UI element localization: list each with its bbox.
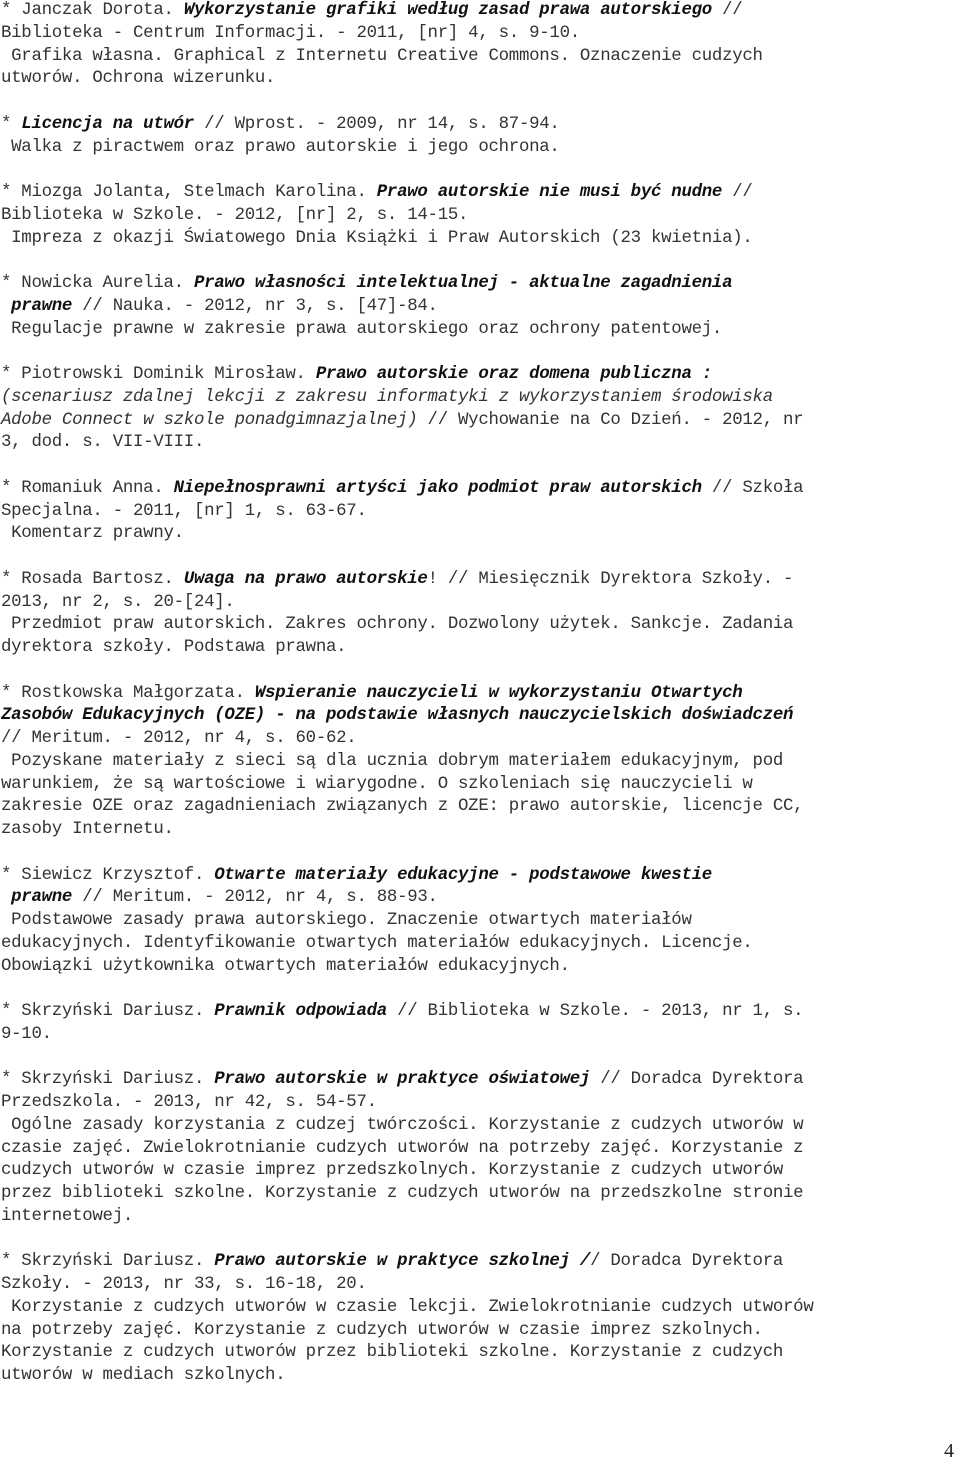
entry-line [1, 228, 959, 251]
entry-text: ! // Miesięcznik Dyrektora Szkoły. - [427, 569, 794, 589]
entry-title-text: Wspieranie nauczycieli w wykorzystaniu Otwartych [254, 683, 743, 703]
entry-title-text: Prawnik odpowiada [214, 1002, 387, 1021]
entry-line [1, 1365, 959, 1388]
bibliography-entry [1, 1069, 959, 1228]
entry-text: Biblioteka w Szkole. - 2012, [nr] 2, s. 14-15. [1, 205, 469, 225]
entry-title-text: Wykorzystanie grafiki według zasad prawa autorskiego [183, 1, 712, 20]
entry-text: utworów. Ochrona wizerunku. [1, 69, 276, 89]
bibliography-entry [1, 478, 959, 546]
entry-text: dyrektora szkoły. Podstawa prawna. [1, 638, 347, 657]
entry-text: Szkoły. - 2013, nr 33, s. 16-18, 20. [1, 1275, 367, 1294]
bibliography-entry [1, 1251, 959, 1388]
entry-line [1, 728, 959, 751]
entry-text: // Meritum. - 2012, nr 4, s. 60-62. [1, 729, 357, 748]
entry-line [1, 796, 959, 819]
entry-line [1, 819, 959, 842]
entry-line [1, 1160, 959, 1183]
entry-line [1, 1320, 959, 1343]
entry-line [1, 910, 959, 933]
entry-text: 3, dod. s. VII-VIII. [1, 433, 205, 453]
entry-text [1, 297, 11, 316]
entry-text: Pozyskane materiały z sieci są dla ucznia dobrym materiałem edukacyjnym, pod [1, 751, 784, 771]
bibliography-entry [1, 683, 959, 842]
entry-text: // Meritum. - 2012, nr 4, s. 88-93. [72, 888, 438, 908]
entry-line [1, 751, 959, 774]
entry-text: // Biblioteka w Szkole. - 2013, nr 1, s. [386, 1002, 804, 1021]
entry-text: // [722, 183, 753, 202]
entry-text: * Rosada Bartosz. [1, 569, 184, 589]
bibliography-entry [1, 182, 959, 250]
entry-line [1, 478, 959, 501]
entry-text: * Miozga Jolanta, Stelmach Karolina. [1, 183, 377, 202]
entry-text: // Szkoła [701, 478, 804, 498]
entry-text: Korzystanie z cudzych utworów przez biblioteki szkolne. Korzystanie z cudzych [1, 1343, 784, 1363]
entry-line [1, 774, 959, 797]
entry-line [1, 410, 959, 433]
entry-title-text: prawne [11, 296, 73, 316]
entry-line [1, 1274, 959, 1297]
bibliography-entry [1, 364, 959, 455]
entry-text: // [711, 1, 743, 20]
entry-line [1, 569, 959, 592]
entry-italic-text: Adobe Connect w szkole ponadgimnazjalnej) [1, 410, 418, 430]
bibliography-entry [1, 569, 959, 660]
entry-line [1, 46, 959, 69]
entry-text: Podstawowe zasady prawa autorskiego. Znaczenie otwartych materiałów [1, 911, 692, 930]
entry-text: Ogólne zasady korzystania z cudzej twórczości. Korzystanie z cudzych utworów w [1, 1115, 804, 1135]
entry-text: * Nowicka Aurelia. [1, 274, 194, 293]
entry-text: Korzystanie z cudzych utworów w czasie lekcji. Zwielokrotnianie cudzych utworów [1, 1297, 814, 1317]
entry-line [1, 592, 959, 615]
entry-text: edukacyjnych. Identyfikowanie otwartych materiałów edukacyjnych. Licencje. [1, 933, 753, 953]
entry-line [1, 1297, 959, 1320]
entry-text: // Wprost. - 2009, nr 14, s. 87-94. [193, 114, 560, 134]
entry-text: * Piotrowski Dominik Mirosław. [1, 365, 316, 384]
entry-line [1, 614, 959, 637]
entry-line [1, 205, 959, 228]
entry-text: czasie zajęć. Zwielokrotnianie cudzych utworów na potrzeby zajęć. Korzystanie z [1, 1138, 804, 1158]
entry-text: na potrzeby zajęć. Korzystanie z cudzych utworów w czasie imprez szkolnych. [1, 1320, 763, 1340]
entry-text: 2013, nr 2, s. 20-[24]. [1, 592, 235, 612]
entry-text: zakresie OZE oraz zagadnieniach związanych z OZE: prawo autorskie, licencje CC, [1, 797, 804, 817]
entry-line [1, 273, 959, 296]
entry-line [1, 683, 959, 706]
entry-line [1, 0, 959, 23]
entry-title-text: Zasobów Edukacyjnych (OZE) - na podstawie własnych nauczycielskich doświadczeń [1, 706, 794, 726]
bibliography-entry [1, 1001, 959, 1047]
entry-line [1, 114, 959, 137]
entry-text: Grafika własna. Graphical z Internetu Creative Commons. Oznaczenie cudzych [1, 46, 763, 66]
entry-title-text: Licencja na utwór [21, 114, 194, 134]
entry-line [1, 1206, 959, 1229]
entry-line [1, 1092, 959, 1115]
entry-line [1, 319, 959, 342]
entry-line [1, 296, 959, 319]
entry-text: internetowej. [1, 1206, 134, 1226]
entry-text: cudzych utworów w czasie imprez przedszkolnych. Korzystanie z cudzych utworów [1, 1161, 784, 1181]
entry-line [1, 637, 959, 660]
entry-title-text: Niepełnosprawni artyści jako podmiot praw autorskich [173, 478, 702, 498]
entry-text: / Doradca Dyrektora [590, 1252, 784, 1272]
entry-title-text: Prawo autorskie w praktyce oświatowej [214, 1070, 591, 1090]
entry-text: // Doradca Dyrektora [590, 1070, 804, 1090]
entry-line [1, 432, 959, 455]
entry-line [1, 1001, 959, 1024]
entry-line [1, 1342, 959, 1365]
entry-line [1, 1251, 959, 1274]
entry-text: * [1, 114, 22, 134]
bibliography-entry [1, 273, 959, 341]
entry-line [1, 523, 959, 546]
entry-text: // Nauka. - 2012, nr 3, s. [47]-84. [72, 296, 438, 316]
entry-title-text: Prawo autorskie nie musi być nudne [376, 183, 723, 202]
bibliography-list [1, 0, 959, 1388]
entry-line [1, 1069, 959, 1092]
entry-text: przez biblioteki szkolne. Korzystanie z cudzych utworów na przedszkolne stronie [1, 1184, 804, 1203]
entry-line [1, 1138, 959, 1161]
bibliography-entry [1, 114, 959, 160]
entry-line [1, 1115, 959, 1138]
entry-title-text: Prawo autorskie oraz domena publiczna : [315, 365, 712, 384]
entry-text: * Janczak Dorota. [1, 1, 184, 20]
entry-italic-text: (scenariusz zdalnej lekcji z zakresu informatyki z wykorzystaniem środowiska [1, 387, 773, 407]
entry-title-text: Otwarte materiały edukacyjne - podstawowe kwestie [214, 865, 712, 885]
bibliography-entry [1, 865, 959, 979]
entry-line [1, 956, 959, 979]
entry-text: zasoby Internetu. [1, 820, 174, 839]
entry-text: Impreza z okazji Światowego Dnia Książki i Praw Autorskich (23 kwietnia). [1, 228, 753, 248]
entry-text [1, 888, 11, 907]
entry-line [1, 865, 959, 888]
entry-line [1, 933, 959, 956]
entry-text: utworów w mediach szkolnych. [1, 1366, 286, 1385]
entry-line [1, 1183, 959, 1206]
entry-title-text: prawne [11, 888, 73, 908]
entry-text: Walka z piractwem oraz prawo autorskie i jego ochrona. [1, 137, 560, 157]
entry-line [1, 364, 959, 387]
entry-line [1, 1024, 959, 1047]
entry-line [1, 137, 959, 160]
entry-text: * Rostkowska Małgorzata. [1, 683, 255, 703]
entry-line [1, 182, 959, 205]
entry-text: * Skrzyński Dariusz. [1, 1252, 215, 1272]
bibliography-entry [1, 0, 959, 91]
entry-text: * Romaniuk Anna. [1, 478, 174, 498]
entry-title-text: Prawo własności intelektualnej - aktualne zagadnienia [193, 274, 733, 293]
entry-text: * Skrzyński Dariusz. [1, 1002, 215, 1021]
entry-text: * Siewicz Krzysztof. [1, 865, 215, 885]
entry-line [1, 501, 959, 524]
entry-line [1, 23, 959, 46]
entry-text: 9-10. [1, 1024, 52, 1044]
entry-text: * Skrzyński Dariusz. [1, 1070, 215, 1090]
entry-text: Specjalna. - 2011, [nr] 1, s. 63-67. [1, 501, 367, 521]
entry-title-text: Uwaga na prawo autorskie [183, 569, 428, 589]
entry-line [1, 387, 959, 410]
entry-text: Biblioteka - Centrum Informacji. - 2011, [nr] 4, s. 9-10. [1, 23, 580, 43]
entry-line [1, 705, 959, 728]
entry-text: warunkiem, że są wartościowe i wiarygodne. O szkoleniach się nauczycieli w [1, 774, 753, 794]
entry-title-text: Prawo autorskie w praktyce szkolnej / [214, 1252, 591, 1272]
entry-line [1, 887, 959, 910]
entry-text: Przedmiot praw autorskich. Zakres ochrony. Dozwolony użytek. Sankcje. Zadania [1, 615, 794, 635]
entry-text: // Wychowanie na Co Dzień. - 2012, nr [417, 410, 804, 430]
entry-text: Komentarz prawny. [1, 524, 184, 544]
entry-line [1, 68, 959, 91]
entry-text: Regulacje prawne w zakresie prawa autorskiego oraz ochrony patentowej. [1, 319, 723, 339]
page-number: 4 [944, 1440, 954, 1462]
bibliography-page [1, 0, 959, 1411]
entry-text: Obowiązki użytkownika otwartych materiałów edukacyjnych. [1, 956, 570, 976]
entry-text: Przedszkola. - 2013, nr 42, s. 54-57. [1, 1093, 377, 1112]
